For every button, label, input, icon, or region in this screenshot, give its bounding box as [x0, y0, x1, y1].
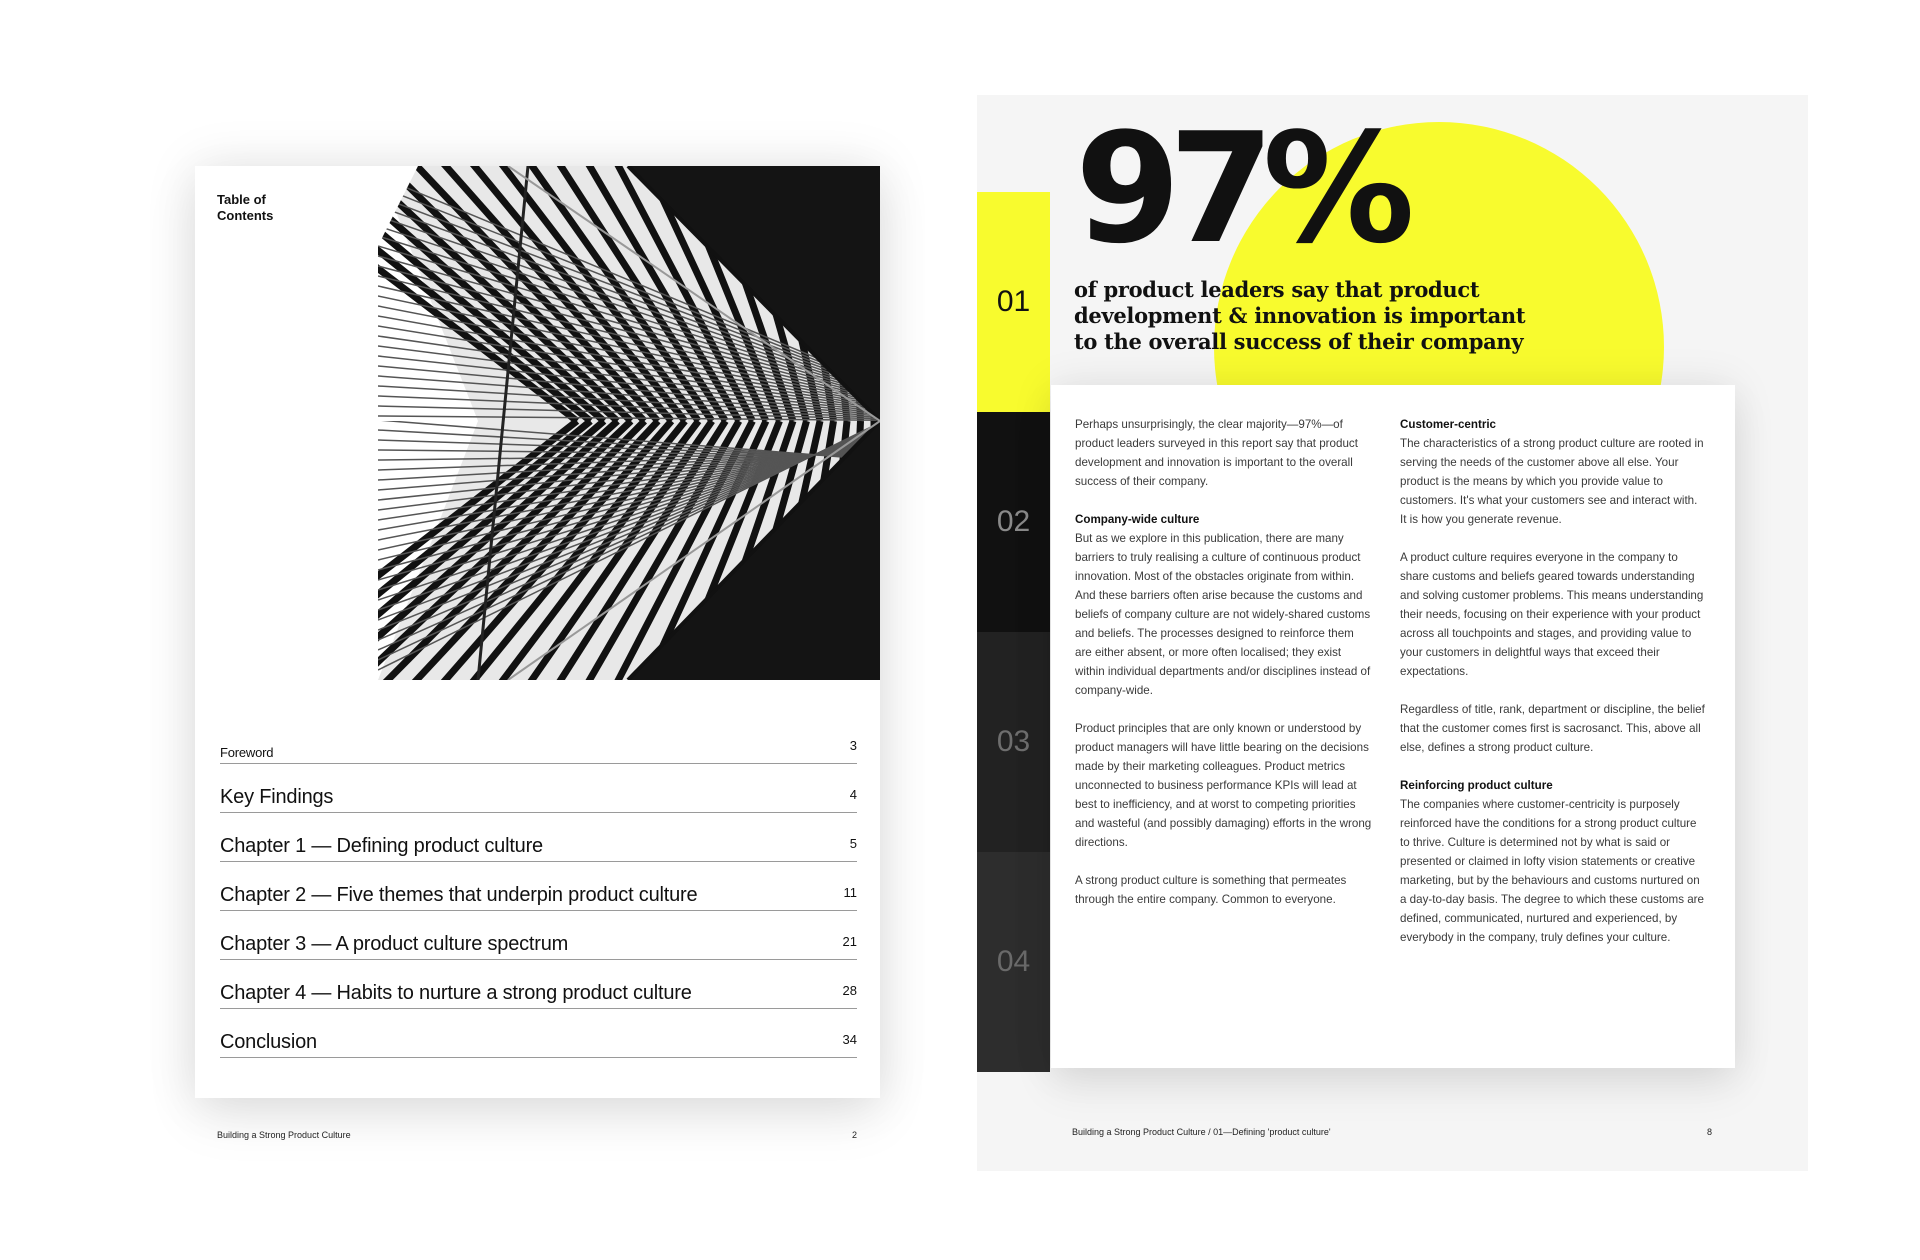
- paragraph: The companies where customer-centricity is purposely reinforced have the conditions for a strong product culture to thrive. Culture is determined not by what is said or presented or claimed in lofty vision statements or creative marketing, but by the behaviours and customs nurtured on a day-to-day basis. The degree to which these customs are defined, communicated, nurtured and experienced, by everybody in the company, truly defines your culture.: [1400, 798, 1704, 944]
- footer-page-number: 2: [851, 1130, 857, 1140]
- chapter-tab-01[interactable]: 01: [977, 192, 1050, 412]
- footer-page-number: 8: [1706, 1127, 1712, 1137]
- section-heading: Company-wide culture: [1075, 513, 1200, 526]
- paragraph: Product principles that are only known or understood by product managers will have little bearing on the decisions made by their marketing colleagues. Product metrics unconnected to business performance KPIs will lead at best to inefficiency, and at worst to competing priorities and wasteful (and possibly damaging) efforts in the wrong directions.: [1075, 722, 1372, 849]
- chapter-tabs: [977, 192, 1050, 1072]
- section-heading: Reinforcing product culture: [1400, 779, 1553, 792]
- chapter-tab-02[interactable]: 02: [977, 412, 1050, 632]
- text-column-left: [1075, 415, 1373, 928]
- toc-entry-label: Key Findings: [220, 786, 334, 808]
- toc-entry-label: Chapter 4 — Habits to nurture a strong product culture: [220, 982, 692, 1004]
- section-heading: Customer-centric: [1400, 418, 1496, 431]
- toc-page: [195, 166, 880, 1098]
- toc-entry[interactable]: [220, 718, 857, 764]
- toc-entry-page: 34: [842, 1032, 857, 1047]
- chapter-tab-03[interactable]: 03: [977, 632, 1050, 852]
- toc-entry[interactable]: [220, 862, 857, 911]
- toc-entry-label: Chapter 1 — Defining product culture: [220, 835, 543, 857]
- headline-stat: 97%: [1075, 100, 1403, 277]
- toc-entry-label: Foreword: [220, 745, 274, 760]
- architecture-photo: [378, 166, 880, 680]
- paragraph: A strong product culture is something that permeates through the entire company. Common to everyone.: [1075, 874, 1347, 906]
- toc-entry[interactable]: [220, 960, 857, 1009]
- footer-title: Building a Strong Product Culture: [217, 1130, 351, 1140]
- text-column-right: [1400, 415, 1705, 966]
- paragraph: But as we explore in this publication, there are many barriers to truly realising a culture of continuous product innovation. Most of the obstacles originate from within. And these barriers often arise because the customs and beliefs of company culture are not widely-shared customs and beliefs. The processes designed to reinforce them are either absent, or more often localised; they exist within individual departments and/or disciplines instead of company-wide.: [1075, 532, 1371, 697]
- stat-caption: of product leaders say that product development & innovation is important to the overall success of their company: [1074, 277, 1526, 354]
- left-footer: [217, 1130, 857, 1140]
- toc-entry[interactable]: [220, 813, 857, 862]
- paragraph: The characteristics of a strong product culture are rooted in serving the needs of the customer above all else. Your product is the means by which you provide value to customers. It's what your customers see and interact with. It is how you generate revenue.: [1400, 437, 1704, 526]
- toc-entry-label: Conclusion: [220, 1031, 317, 1053]
- toc-entry-page: 21: [842, 934, 857, 949]
- toc-entry-label: Chapter 2 — Five themes that underpin product culture: [220, 884, 698, 906]
- toc-list: [220, 718, 857, 1058]
- toc-entry-page: 28: [842, 983, 857, 998]
- toc-entry-page: 5: [849, 836, 857, 851]
- toc-entry-page: 3: [849, 738, 857, 753]
- toc-entry[interactable]: [220, 911, 857, 960]
- toc-entry-label: Chapter 3 — A product culture spectrum: [220, 933, 569, 955]
- chapter-tab-04[interactable]: 04: [977, 852, 1050, 1072]
- toc-entry[interactable]: [220, 764, 857, 813]
- chapter-page: [977, 95, 1808, 1171]
- toc-title: Table of Contents: [217, 192, 274, 223]
- toc-entry[interactable]: [220, 1009, 857, 1058]
- toc-entry-page: 4: [849, 787, 857, 802]
- right-footer: [1072, 1127, 1712, 1137]
- intro-paragraph: Perhaps unsurprisingly, the clear majority—97%—of product leaders surveyed in this report say that product development and innovation is important to the overall success of their company.: [1075, 418, 1358, 488]
- toc-entry-page: 11: [843, 885, 857, 900]
- body-text-card: [1051, 385, 1735, 1068]
- footer-title: Building a Strong Product Culture / 01—Defining 'product culture': [1072, 1127, 1331, 1137]
- paragraph: A product culture requires everyone in the company to share customs and beliefs geared towards understanding and solving customer problems. This means understanding their needs, focusing on their experience with your product across all touchpoints and stages, and providing value to your customers in delightful ways that exceed their expectations.: [1400, 551, 1704, 678]
- paragraph: Regardless of title, rank, department or discipline, the belief that the customer comes first is sacrosanct. This, above all else, defines a strong product culture.: [1400, 703, 1705, 754]
